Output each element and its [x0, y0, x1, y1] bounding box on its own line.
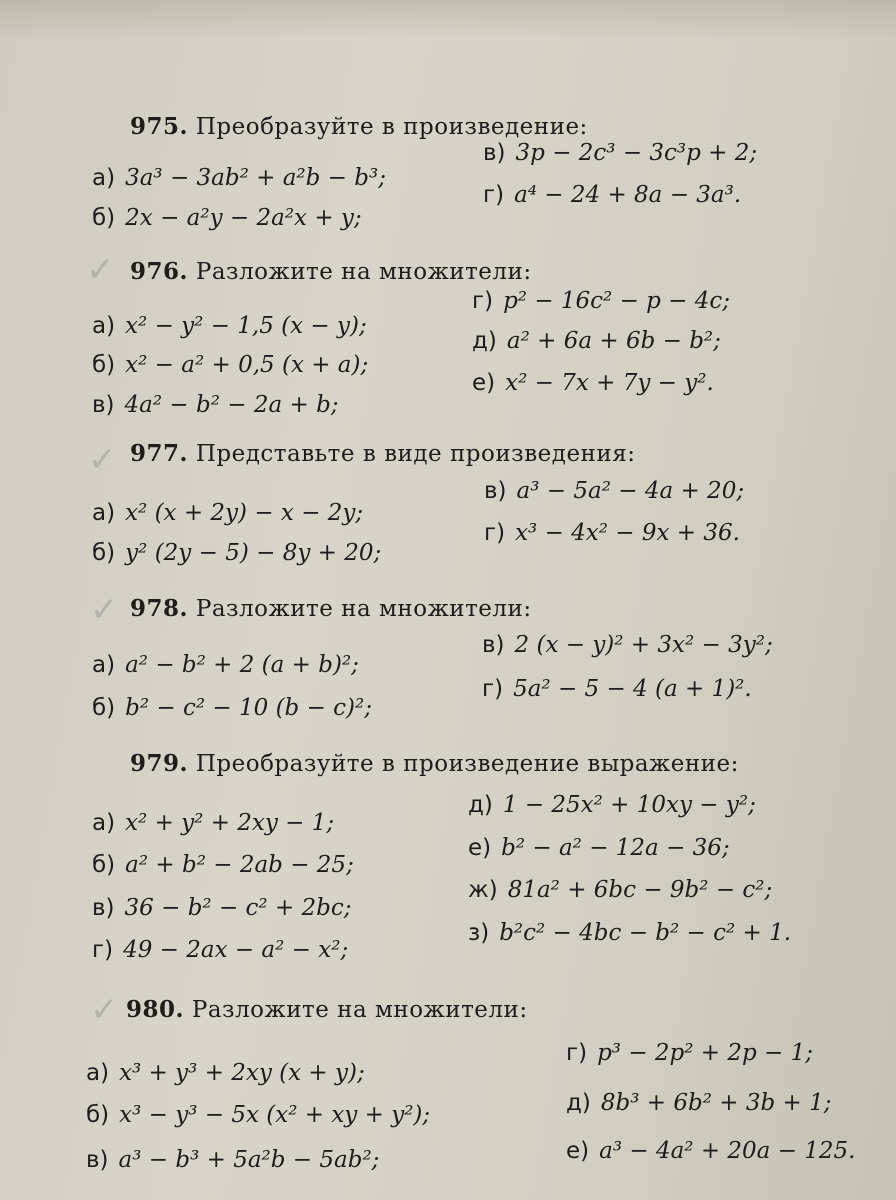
problem-heading: [130, 595, 532, 622]
item-label: в): [484, 478, 507, 504]
problem-number: 977.: [130, 440, 189, 467]
problem-title: Представьте в виде произведения:: [195, 441, 636, 467]
exercise-item: [92, 352, 368, 378]
item-label: в): [86, 1147, 109, 1173]
exercise-item: [468, 877, 772, 903]
item-expression: b² − a² − 12a − 36;: [501, 835, 730, 861]
item-expression: a² + 6a + 6b − b²;: [506, 328, 721, 354]
item-label: д): [468, 792, 493, 818]
problem-heading: [130, 750, 739, 777]
item-expression: b²c² − 4bc − b² − c² + 1.: [499, 920, 792, 946]
exercise-item: [484, 478, 744, 504]
exercise-item: [92, 165, 386, 191]
exercise-item: [482, 632, 773, 658]
item-label: ж): [468, 877, 498, 903]
exercise-item: [92, 500, 363, 526]
problem-title: Разложите на множители:: [191, 997, 528, 1023]
exercise-item: [483, 182, 741, 208]
exercise-item: [468, 792, 756, 818]
exercise-item: [468, 835, 730, 861]
item-label: а): [92, 165, 116, 191]
item-label: е): [472, 370, 496, 396]
item-label: в): [92, 392, 115, 418]
item-label: г): [483, 182, 505, 208]
item-expression: a⁴ − 24 + 8a − 3a³.: [514, 182, 742, 208]
exercise-item: [92, 937, 348, 963]
item-label: г): [92, 937, 114, 963]
item-expression: a³ − b³ + 5a²b − 5ab²;: [118, 1147, 380, 1173]
problem-number: 978.: [130, 595, 189, 622]
item-label: з): [468, 920, 490, 946]
problem-number: 979.: [130, 750, 189, 777]
problem-number: 980.: [126, 996, 185, 1023]
item-label: б): [92, 695, 116, 721]
exercise-item: [566, 1090, 831, 1116]
problem-heading: [130, 113, 588, 140]
problem-number: 975.: [130, 113, 189, 140]
item-expression: a² + b² − 2ab − 25;: [125, 852, 354, 878]
exercise-item: [86, 1102, 430, 1128]
item-label: б): [92, 352, 116, 378]
item-label: г): [566, 1040, 588, 1066]
item-expression: 8b³ + 6b² + 3b + 1;: [600, 1090, 832, 1116]
item-expression: x³ − 4x² − 9x + 36.: [515, 520, 740, 546]
problem-title: Разложите на множители:: [195, 596, 532, 622]
exercise-item: [92, 205, 362, 231]
item-expression: x² − 7x + 7y − y².: [505, 370, 714, 396]
exercise-item: [472, 288, 730, 314]
item-expression: 3a³ − 3ab² + a²b − b³;: [125, 165, 386, 191]
item-label: е): [468, 835, 492, 861]
pencil-check-mark: ✓: [86, 250, 115, 290]
exercise-item: [86, 1147, 379, 1173]
exercise-item: [92, 852, 354, 878]
exercise-item: [92, 695, 372, 721]
item-label: д): [472, 328, 497, 354]
item-label: б): [92, 540, 116, 566]
item-expression: x² + y² + 2xy − 1;: [125, 810, 335, 836]
item-expression: a³ − 4a² + 20a − 125.: [599, 1138, 856, 1164]
item-expression: x² − y² − 1,5 (x − y);: [125, 313, 367, 339]
item-expression: x² (x + 2y) − x − 2y;: [125, 500, 364, 526]
exercise-item: [483, 140, 757, 166]
exercise-item: [92, 313, 367, 339]
problem-heading: [130, 258, 532, 285]
item-label: в): [483, 140, 506, 166]
exercise-item: [92, 392, 339, 418]
problem-title: Преобразуйте в произведение:: [195, 114, 588, 140]
exercise-item: [468, 920, 791, 946]
pencil-check-mark: ✓: [88, 440, 117, 480]
item-expression: b² − c² − 10 (b − c)²;: [125, 695, 372, 721]
item-expression: 1 − 25x² + 10xy − y²;: [502, 792, 756, 818]
item-label: а): [86, 1060, 110, 1086]
problem-heading: [130, 440, 635, 467]
item-label: б): [92, 205, 116, 231]
page-edge: [0, 0, 896, 40]
item-label: д): [566, 1090, 591, 1116]
item-expression: 2 (x − y)² + 3x² − 3y²;: [514, 632, 773, 658]
item-expression: 5a² − 5 − 4 (a + 1)².: [513, 676, 752, 702]
item-expression: x³ + y³ + 2xy (x + y);: [119, 1060, 365, 1086]
exercise-item: [92, 895, 352, 921]
problem-heading: [126, 996, 528, 1023]
item-expression: x² − a² + 0,5 (x + a);: [125, 352, 369, 378]
item-label: б): [92, 852, 116, 878]
problem-title: Разложите на множители:: [195, 259, 532, 285]
item-label: а): [92, 810, 116, 836]
item-expression: 4a² − b² − 2a + b;: [124, 392, 339, 418]
item-label: в): [482, 632, 505, 658]
item-label: г): [472, 288, 494, 314]
item-expression: 2x − a²y − 2a²x + y;: [125, 205, 362, 231]
exercise-item: [566, 1138, 856, 1164]
item-label: а): [92, 652, 116, 678]
exercise-item: [484, 520, 740, 546]
exercise-item: [92, 652, 359, 678]
item-expression: p³ − 2p² + 2p − 1;: [597, 1040, 814, 1066]
exercise-item: [472, 328, 721, 354]
item-label: а): [92, 313, 116, 339]
item-expression: 81a² + 6bc − 9b² − c²;: [507, 877, 773, 903]
item-expression: a³ − 5a² − 4a + 20;: [516, 478, 745, 504]
exercise-item: [86, 1060, 365, 1086]
problem-title: Преобразуйте в произведение выражение:: [195, 751, 739, 777]
item-label: б): [86, 1102, 110, 1128]
pencil-check-mark: ✓: [90, 590, 119, 630]
item-expression: p² − 16c² − p − 4c;: [503, 288, 731, 314]
item-label: г): [484, 520, 506, 546]
item-label: в): [92, 895, 115, 921]
exercise-item: [92, 540, 381, 566]
item-label: е): [566, 1138, 590, 1164]
exercise-item: [472, 370, 714, 396]
item-label: г): [482, 676, 504, 702]
item-expression: a² − b² + 2 (a + b)²;: [125, 652, 359, 678]
exercise-item: [92, 810, 334, 836]
item-expression: x³ − y³ − 5x (x² + xy + y²);: [119, 1102, 431, 1128]
item-expression: y² (2y − 5) − 8y + 20;: [125, 540, 382, 566]
problem-number: 976.: [130, 258, 189, 285]
exercise-item: [566, 1040, 813, 1066]
item-label: а): [92, 500, 116, 526]
exercise-item: [482, 676, 752, 702]
item-expression: 36 − b² − c² + 2bc;: [124, 895, 352, 921]
item-expression: 3p − 2c³ − 3c³p + 2;: [515, 140, 758, 166]
pencil-check-mark: ✓: [90, 990, 119, 1030]
item-expression: 49 − 2ax − a² − x²;: [123, 937, 349, 963]
